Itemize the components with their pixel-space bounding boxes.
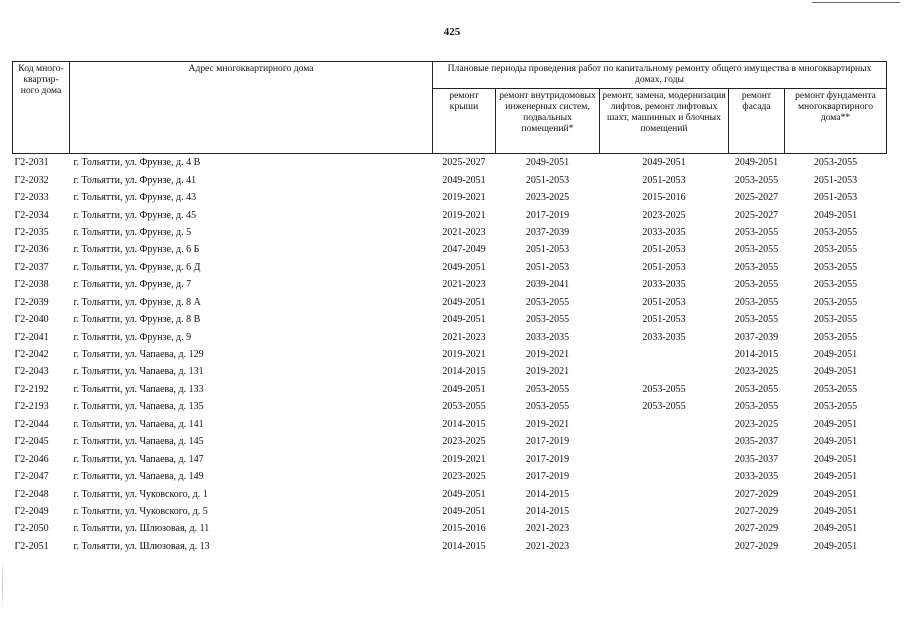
cell-lifts xyxy=(600,520,729,537)
cell-address: г. Тольятти, ул. Фрунзе, д. 9 xyxy=(73,331,192,343)
cell-systems: 2039-2041 xyxy=(525,279,570,291)
cell-roof: 2019-2021 xyxy=(442,192,486,204)
cell-code: Г2-2046 xyxy=(14,453,49,465)
cell-code: Г2-2045 xyxy=(14,436,49,448)
table-row xyxy=(13,433,887,450)
cell-foundation: 2053-2055 xyxy=(813,244,858,256)
repair-schedule-table xyxy=(12,61,887,555)
cell-lifts xyxy=(600,416,729,433)
cell-facade: 2037-2039 xyxy=(734,331,779,343)
cell-code: Г2-2034 xyxy=(14,209,49,221)
cell-lifts xyxy=(600,450,729,467)
cell-roof: 2015-2016 xyxy=(442,523,486,535)
table-row xyxy=(13,311,887,328)
cell-address: г. Тольятти, ул. Фрунзе, д. 5 xyxy=(73,226,192,238)
header-facade: ремонт фасада xyxy=(729,89,785,154)
cell-foundation: 2051-2053 xyxy=(813,192,858,204)
cell-systems: 2014-2015 xyxy=(525,488,570,500)
cell-address: г. Тольятти, ул. Чапаева, д. 149 xyxy=(73,471,204,483)
cell-lifts: 2051-2053 xyxy=(642,296,686,308)
cell-code: Г2-2040 xyxy=(14,314,49,326)
table-row xyxy=(13,503,887,520)
table-row xyxy=(13,224,887,241)
cell-address: г. Тольятти, ул. Фрунзе, д. 45 xyxy=(73,209,197,221)
cell-facade: 2053-2055 xyxy=(734,314,779,326)
cell-roof: 2021-2023 xyxy=(442,331,486,343)
cell-roof: 2049-2051 xyxy=(442,174,486,186)
cell-roof: 2053-2055 xyxy=(442,401,486,413)
cell-roof: 2014-2015 xyxy=(442,366,486,378)
cell-code: Г2-2039 xyxy=(14,296,49,308)
table-row xyxy=(13,346,887,363)
table-row xyxy=(13,189,887,206)
header-lifts: ремонт, замена, модернизация лифтов, ремонт лифтовых шахт, машинных и блочных помещений xyxy=(600,89,729,154)
cell-code: Г2-2041 xyxy=(14,331,49,343)
cell-code: Г2-2193 xyxy=(14,401,49,413)
cell-roof: 2049-2051 xyxy=(442,383,486,395)
cell-code: Г2-2049 xyxy=(14,505,49,517)
cell-foundation: 2049-2051 xyxy=(813,366,858,378)
cell-facade: 2023-2025 xyxy=(734,366,779,378)
cell-lifts: 2033-2035 xyxy=(642,226,686,238)
cell-facade: 2053-2055 xyxy=(734,174,779,186)
cell-address: г. Тольятти, ул. Фрунзе, д. 4 В xyxy=(73,157,201,169)
cell-lifts: 2015-2016 xyxy=(642,192,686,204)
header-code: Код много-квартир-ного дома xyxy=(13,62,70,154)
table-row xyxy=(13,485,887,502)
cell-address: г. Тольятти, ул. Чуковского, д. 5 xyxy=(73,505,208,517)
cell-roof: 2023-2025 xyxy=(442,471,486,483)
cell-facade: 2053-2055 xyxy=(734,244,779,256)
cell-foundation: 2049-2051 xyxy=(813,540,858,552)
cell-roof: 2049-2051 xyxy=(442,314,486,326)
cell-roof: 2049-2051 xyxy=(442,261,486,273)
cell-lifts: 2023-2025 xyxy=(642,209,686,221)
cell-lifts xyxy=(600,433,729,450)
cell-lifts xyxy=(600,538,729,555)
cell-code: Г2-2044 xyxy=(14,418,49,430)
cell-roof: 2014-2015 xyxy=(442,418,486,430)
table-row xyxy=(13,450,887,467)
cell-code: Г2-2036 xyxy=(14,244,49,256)
cell-foundation: 2049-2051 xyxy=(813,471,858,483)
cell-foundation: 2053-2055 xyxy=(813,331,858,343)
cell-code: Г2-2043 xyxy=(14,366,49,378)
cell-systems: 2053-2055 xyxy=(525,314,570,326)
cell-facade: 2053-2055 xyxy=(734,279,779,291)
cell-facade: 2027-2029 xyxy=(734,540,779,552)
table-row xyxy=(13,206,887,223)
header-roof: ремонт крыши xyxy=(433,89,496,154)
cell-address: г. Тольятти, ул. Чапаева, д. 135 xyxy=(73,401,204,413)
table-row xyxy=(13,363,887,380)
cell-systems: 2014-2015 xyxy=(525,505,570,517)
cell-code: Г2-2192 xyxy=(14,383,49,395)
cell-systems: 2049-2051 xyxy=(525,157,570,169)
cell-foundation: 2053-2055 xyxy=(813,314,858,326)
cell-facade: 2053-2055 xyxy=(734,226,779,238)
cell-code: Г2-2042 xyxy=(14,349,49,361)
cell-systems: 2051-2053 xyxy=(525,244,570,256)
cell-foundation: 2049-2051 xyxy=(813,209,858,221)
cell-facade: 2025-2027 xyxy=(734,192,779,204)
cell-foundation: 2049-2051 xyxy=(813,453,858,465)
cell-lifts xyxy=(600,363,729,380)
cell-systems: 2017-2019 xyxy=(525,209,570,221)
cell-systems: 2051-2053 xyxy=(525,261,570,273)
cell-foundation: 2053-2055 xyxy=(813,401,858,413)
cell-systems: 2021-2023 xyxy=(525,540,570,552)
cell-foundation: 2053-2055 xyxy=(813,296,858,308)
header-foundation: ремонт фундамента многоквартирного дома** xyxy=(785,89,887,154)
cell-lifts xyxy=(600,468,729,485)
cell-facade: 2053-2055 xyxy=(734,383,779,395)
cell-address: г. Тольятти, ул. Фрунзе, д. 7 xyxy=(73,279,192,291)
cell-lifts: 2051-2053 xyxy=(642,174,686,186)
cell-address: г. Тольятти, ул. Чапаева, д. 133 xyxy=(73,383,204,395)
cell-lifts: 2053-2055 xyxy=(642,401,686,413)
cell-systems: 2019-2021 xyxy=(525,349,570,361)
table-row xyxy=(13,328,887,345)
cell-facade: 2035-2037 xyxy=(734,436,779,448)
cell-foundation: 2049-2051 xyxy=(813,436,858,448)
cell-facade: 2053-2055 xyxy=(734,401,779,413)
header-periods: Плановые периоды проведения работ по капитальному ремонту общего имущества в многоквартирных домах, годы xyxy=(433,62,887,89)
table-row xyxy=(13,381,887,398)
cell-foundation: 2053-2055 xyxy=(813,261,858,273)
cell-address: г. Тольятти, ул. Фрунзе, д. 6 Д xyxy=(73,261,201,273)
cell-facade: 2014-2015 xyxy=(734,349,779,361)
cell-address: г. Тольятти, ул. Чапаева, д. 129 xyxy=(73,349,204,361)
cell-systems: 2053-2055 xyxy=(525,383,570,395)
cell-systems: 2017-2019 xyxy=(525,436,570,448)
cell-lifts: 2051-2053 xyxy=(642,314,686,326)
cell-address: г. Тольятти, ул. Фрунзе, д. 8 А xyxy=(73,296,201,308)
table-header xyxy=(13,62,887,154)
table-row xyxy=(13,276,887,293)
cell-roof: 2019-2021 xyxy=(442,209,486,221)
cell-roof: 2014-2015 xyxy=(442,540,486,552)
cell-code: Г2-2032 xyxy=(14,174,49,186)
cell-address: г. Тольятти, ул. Чуковского, д. 1 xyxy=(73,488,208,500)
table-row xyxy=(13,241,887,258)
cell-facade: 2035-2037 xyxy=(734,453,779,465)
cell-systems: 2037-2039 xyxy=(525,226,570,238)
table-row xyxy=(13,259,887,276)
cell-foundation: 2049-2051 xyxy=(813,505,858,517)
cell-code: Г2-2033 xyxy=(14,192,49,204)
cell-facade: 2027-2029 xyxy=(734,505,779,517)
cell-foundation: 2053-2055 xyxy=(813,226,858,238)
cell-facade: 2033-2035 xyxy=(734,471,779,483)
cell-roof: 2047-2049 xyxy=(442,244,486,256)
cell-systems: 2023-2025 xyxy=(525,192,570,204)
cell-code: Г2-2047 xyxy=(14,471,49,483)
cell-code: Г2-2051 xyxy=(14,540,49,552)
cell-foundation: 2053-2055 xyxy=(813,279,858,291)
cell-systems: 2053-2055 xyxy=(525,401,570,413)
cell-lifts xyxy=(600,485,729,502)
cell-code: Г2-2031 xyxy=(14,157,49,169)
table-row xyxy=(13,154,887,172)
top-edge-rule xyxy=(812,2,900,3)
cell-lifts: 2051-2053 xyxy=(642,261,686,273)
table-row xyxy=(13,294,887,311)
cell-lifts xyxy=(600,346,729,363)
cell-facade: 2053-2055 xyxy=(734,296,779,308)
cell-systems: 2019-2021 xyxy=(525,418,570,430)
cell-roof: 2021-2023 xyxy=(442,279,486,291)
cell-lifts xyxy=(600,503,729,520)
cell-lifts: 2053-2055 xyxy=(642,383,686,395)
cell-address: г. Тольятти, ул. Чапаева, д. 147 xyxy=(73,453,204,465)
cell-facade: 2027-2029 xyxy=(734,523,779,535)
cell-address: г. Тольятти, ул. Шлюзовая, д. 11 xyxy=(73,523,210,535)
table-row xyxy=(13,520,887,537)
cell-systems: 2017-2019 xyxy=(525,471,570,483)
cell-facade: 2025-2027 xyxy=(734,209,779,221)
cell-code: Г2-2048 xyxy=(14,488,49,500)
cell-roof: 2023-2025 xyxy=(442,436,486,448)
cell-address: г. Тольятти, ул. Фрунзе, д. 43 xyxy=(73,192,197,204)
page-number: 425 xyxy=(443,26,461,38)
cell-roof: 2049-2051 xyxy=(442,505,486,517)
header-address: Адрес многоквартирного дома xyxy=(70,62,433,154)
cell-address: г. Тольятти, ул. Чапаева, д. 141 xyxy=(73,418,204,430)
cell-lifts: 2033-2035 xyxy=(642,279,686,291)
cell-facade: 2049-2051 xyxy=(734,157,779,169)
cell-facade: 2053-2055 xyxy=(734,261,779,273)
table-row xyxy=(13,398,887,415)
cell-systems: 2017-2019 xyxy=(525,453,570,465)
cell-roof: 2049-2051 xyxy=(442,296,486,308)
cell-roof: 2019-2021 xyxy=(442,453,486,465)
cell-code: Г2-2050 xyxy=(14,523,49,535)
table-body xyxy=(13,154,887,556)
cell-systems: 2033-2035 xyxy=(525,331,570,343)
cell-roof: 2021-2023 xyxy=(442,226,486,238)
cell-foundation: 2053-2055 xyxy=(813,157,858,169)
cell-facade: 2023-2025 xyxy=(734,418,779,430)
table-row xyxy=(13,416,887,433)
cell-facade: 2027-2029 xyxy=(734,488,779,500)
cell-address: г. Тольятти, ул. Фрунзе, д. 6 Б xyxy=(73,244,200,256)
cell-code: Г2-2037 xyxy=(14,261,49,273)
cell-foundation: 2051-2053 xyxy=(813,174,858,186)
cell-roof: 2049-2051 xyxy=(442,488,486,500)
cell-systems: 2021-2023 xyxy=(525,523,570,535)
cell-lifts: 2033-2035 xyxy=(642,331,686,343)
cell-lifts: 2049-2051 xyxy=(642,157,686,169)
cell-address: г. Тольятти, ул. Чапаева, д. 131 xyxy=(73,366,204,378)
scan-mark xyxy=(2,560,3,610)
cell-roof: 2019-2021 xyxy=(442,349,486,361)
cell-foundation: 2049-2051 xyxy=(813,488,858,500)
cell-foundation: 2049-2051 xyxy=(813,349,858,361)
table-row xyxy=(13,171,887,188)
cell-roof: 2025-2027 xyxy=(442,157,486,169)
cell-systems: 2053-2055 xyxy=(525,296,570,308)
table-row xyxy=(13,538,887,555)
cell-address: г. Тольятти, ул. Фрунзе, д. 8 В xyxy=(73,314,201,326)
cell-systems: 2051-2053 xyxy=(525,174,570,186)
cell-address: г. Тольятти, ул. Чапаева, д. 145 xyxy=(73,436,204,448)
cell-address: г. Тольятти, ул. Фрунзе, д. 41 xyxy=(73,174,197,186)
cell-foundation: 2049-2051 xyxy=(813,418,858,430)
header-systems: ремонт внутридомовых инженерных систем, подвальных помещений* xyxy=(496,89,600,154)
cell-foundation: 2053-2055 xyxy=(813,383,858,395)
table-row xyxy=(13,468,887,485)
cell-systems: 2019-2021 xyxy=(525,366,570,378)
cell-foundation: 2049-2051 xyxy=(813,523,858,535)
cell-lifts: 2051-2053 xyxy=(642,244,686,256)
cell-address: г. Тольятти, ул. Шлюзовая, д. 13 xyxy=(73,540,210,552)
cell-code: Г2-2038 xyxy=(14,279,49,291)
cell-code: Г2-2035 xyxy=(14,226,49,238)
